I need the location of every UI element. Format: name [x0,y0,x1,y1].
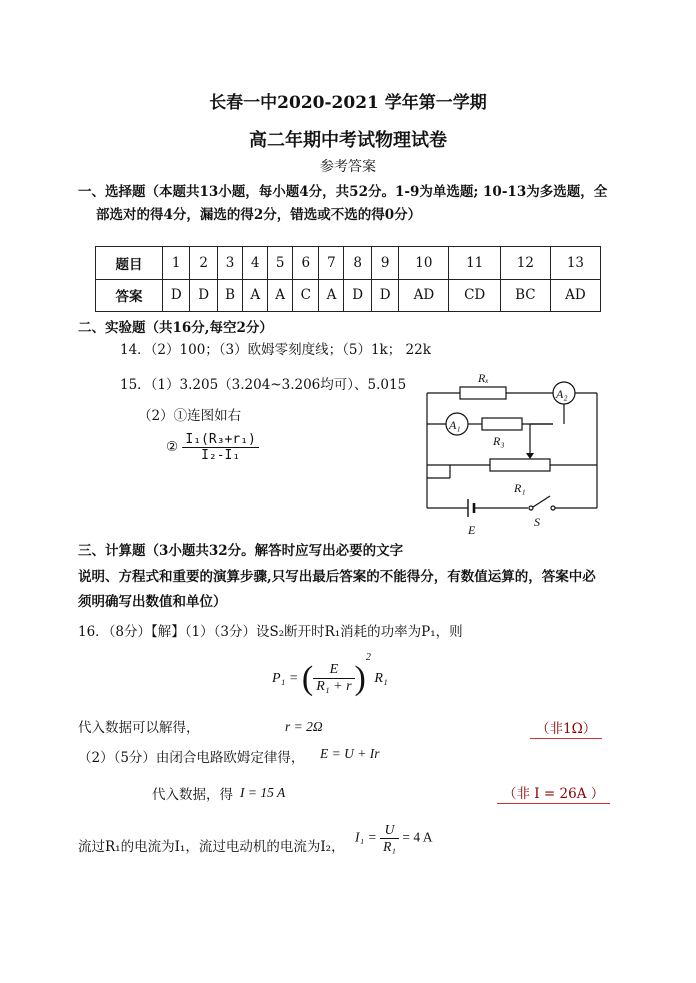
question-cell: 3 [217,247,242,280]
resistor-rx [460,387,506,399]
answer-cell: AD [550,279,600,312]
q15-part1-answer: 15．（1）3.205（3.204~3.206均可）、5.015 [120,377,407,393]
rheostat-r1 [490,459,550,471]
last-text: 流过R₁的电流为I₁，流过电动机的电流为I₂， [78,839,345,855]
answer-cell: D [371,279,398,312]
question-cell: 5 [268,247,293,280]
question-cell: 1 [163,247,190,280]
section2-title: 二、实验题（共16分,每空2分） [78,320,273,336]
label-rx: Rₓ [478,371,489,385]
exam-title: 高二年期中考试物理试卷 [249,130,447,151]
question-cell: 12 [500,247,550,280]
row-label-questions: 题目 [96,247,163,280]
sub2-text: 代入数据，得 [152,787,233,803]
label-a1: A₁ [449,418,461,432]
answer-cell: AD [399,279,449,312]
question-cell: 6 [293,247,319,280]
section3-title-line2: 说明、方程式和重要的演算步骤,只写出最后答案的不能得分，有数值运算的，答案中必 [78,569,596,585]
last-equation [355,822,433,855]
last-numerator: U [380,822,399,839]
question-cell: 2 [190,247,217,280]
answer-cell: D [163,279,190,312]
table-row-answers [96,279,601,312]
eq1-tail: R₁ [374,671,388,686]
label-r1: R₁ [514,481,526,495]
eq1-lhs: P₁ = [272,671,299,686]
answer-cell: A [268,279,293,312]
sub2-equation: I = 15 A [240,785,286,800]
sub2-note: （非 I = 26A ） [497,782,610,804]
formula-denominator: I₂-I₁ [201,448,241,463]
label-r3: R₃ [493,434,505,448]
section3-title-line3: 须明确写出数值和单位） [78,594,227,610]
q15-formula [166,432,259,463]
question-cell: 13 [550,247,600,280]
answer-cell: A [243,279,268,312]
row-label-answers: 答案 [96,279,163,312]
circuit-diagram [410,368,610,538]
answer-key-title: 参考答案 [320,159,376,175]
answer-cell: C [293,279,319,312]
question-cell: 8 [344,247,371,280]
last-denominator: R₁ [383,839,397,854]
label-a2: A₂ [556,387,568,401]
question-cell: 10 [399,247,449,280]
label-s: S [534,515,540,529]
section1-title-line2: 部选对的得4分，漏选的得2分，错选或不选的得0分） [96,207,422,223]
answer-cell: D [344,279,371,312]
answer-table [95,246,601,312]
question-cell: 4 [243,247,268,280]
sub1-equation: r = 2Ω [285,719,323,734]
eq1-denominator: R₁ + r [316,679,352,695]
exam-school-title: 长春一中2020-2021 学年第一学期 [209,93,487,113]
answer-cell: A [319,279,344,312]
question-cell: 7 [319,247,344,280]
sub1-note: （非1Ω） [530,717,602,739]
q15-part2-answer: （2）①连图如右 [138,408,242,424]
resistor-r3 [482,418,522,430]
question-cell: 11 [449,247,500,280]
equation-p1: P₁ = ( $\frac{E}{\text{R₁ + r}}$ )$^2$ R₁ [272,652,388,697]
formula-numerator: I₁(R₃+r₁) [182,432,258,448]
eq1-exponent: 2 [365,652,371,663]
answer-cell: BC [500,279,550,312]
label-e: E [468,523,476,537]
q14-answer: 14．（2）100；（3）欧姆零刻度线；（5）1k； 22k [120,342,431,358]
section3-title-line1: 三、计算题（3小题共32分。解答时应写出必要的文字 [78,543,404,559]
part2-equation: E = U + Ir [320,746,380,761]
section1-title-line1: 一、选择题（本题共13小题，每小题4分，共52分。1-9为单选题; 10-13为多选题，全 [78,184,608,200]
question-cell: 9 [371,247,398,280]
switch-s [533,496,550,507]
q16-intro: 16．（8分）【解】（1）（3分）设S₂断开时R₁消耗的功率为P₁，则 [78,624,463,640]
table-row-questions [96,247,601,280]
answer-cell: D [190,279,217,312]
sub1-text: 代入数据可以解得， [78,720,200,736]
answer-cell: B [217,279,242,312]
eq1-numerator: E [313,662,354,679]
last-lhs: I₁ = [355,829,377,845]
formula-prefix: ② [166,439,179,455]
part2-text: （2）（5分）由闭合电路欧姆定律得， [78,750,305,766]
slider-arrow-icon [526,453,534,459]
last-rhs: = 4 A [402,829,433,845]
answer-cell: CD [449,279,500,312]
